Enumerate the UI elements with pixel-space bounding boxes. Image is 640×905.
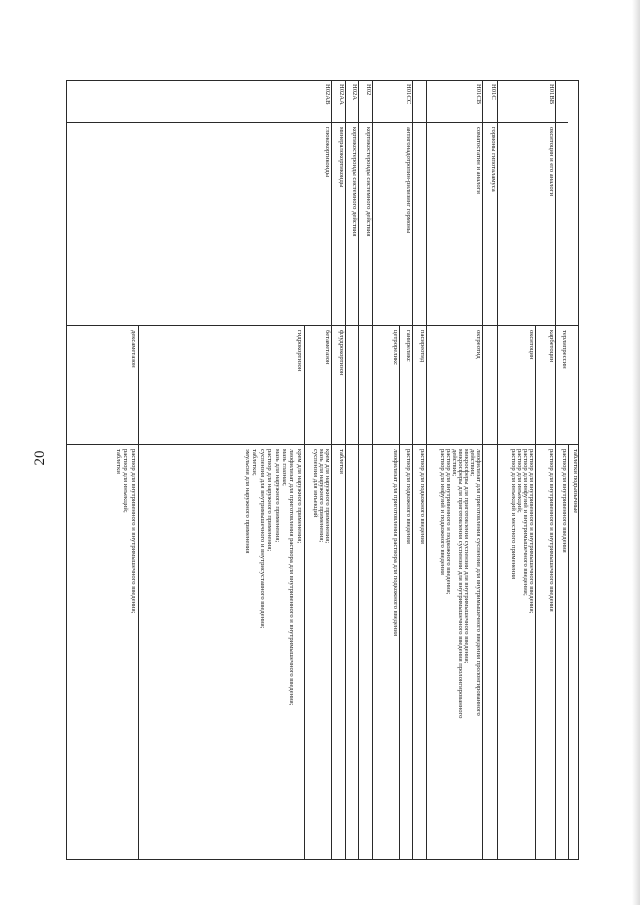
- dosage-forms-cell: крем для наружного применения; мазь для наружного применения; суспензия для инъекций: [304, 444, 331, 860]
- group-cell: окситоцин и его аналоги: [535, 122, 555, 325]
- dosage-forms-cell: крем для наружного применения; лиофилизат для приготовления раствора для внутривенного и внутримышечного введения; мазь глазная; мазь для наружного применения; раствор для наружного применения; суспензия для внутримышечного и внутрисуставного введения; таблетки; эмульсия для наружного применения: [138, 444, 304, 860]
- inn-cell: флудрокортизон: [331, 325, 345, 444]
- dosage-forms-cell: раствор для внутривенного и внутримышечного введения; раствор для инъекций; таблетки: [66, 444, 138, 860]
- inn-cell: бетаметазон: [304, 325, 331, 444]
- dosage-forms-cell: раствор для внутривенного введения: [555, 444, 569, 860]
- atc-code-cell: H02AA: [331, 80, 345, 122]
- inn-cell: карбетоцин: [535, 325, 555, 444]
- group-cell: гормоны гипоталамуса: [482, 122, 497, 325]
- atc-code-cell: H01CB: [426, 80, 482, 122]
- inn-cell: пасиреотид: [412, 325, 426, 444]
- scan-edge: [632, 0, 640, 905]
- page-number: 20: [32, 450, 48, 466]
- group-cell: глюкокортикоиды: [304, 122, 331, 325]
- table-continuation: [66, 80, 579, 860]
- inn-cell: дексаметазон: [66, 325, 138, 444]
- table-continuation-rotated: [66, 80, 579, 860]
- atc-code-cell: H02A: [345, 80, 359, 122]
- inn-cell: окситоцин: [497, 325, 535, 444]
- dosage-forms-cell: раствор для внутривенного и внутримышечного введения; раствор для инфузий и внутримышечного введения; раствор для инъекций; раствор для инъекций и местного применения: [497, 444, 535, 860]
- inn-cell: ганиреликс: [399, 325, 413, 444]
- atc-code-cell: H01C: [482, 80, 497, 122]
- dosage-forms-cell: лиофилизат для приготовления суспензии для внутримышечного введения пролонгированного действия; микросферы для приготовления суспензии для внутримышечного введения; микросферы для приготовления суспензии для внутримышечного введения пролонгированного действия; раствор для внутривенного и подкожного введения; раствор для инфузий и подкожного введения: [426, 444, 482, 860]
- inn-cell: гидрокортизон: [138, 325, 304, 444]
- group-cell: кортикостероиды системного действия: [345, 122, 359, 325]
- atc-code-cell: H02AB: [324, 84, 331, 105]
- dosage-forms-cell: раствор для подкожного введения: [399, 444, 413, 860]
- atc-code-cell: H01BB: [547, 84, 555, 105]
- group-cell: антигонадотропин-рилизинг гормоны: [399, 122, 413, 325]
- dosage-forms-cell: лиофилизат для приготовления раствора для подкожного введения: [372, 444, 399, 860]
- inn-cell: терлипрессин: [555, 325, 569, 444]
- atc-code-cell: H01CC: [405, 84, 413, 105]
- dosage-forms-cell: раствор для внутривенного и внутримышечного введения: [535, 444, 555, 860]
- group-cell: минералокортикоиды: [331, 122, 345, 325]
- inn-cell: октреотид: [426, 325, 482, 444]
- group-cell: соматостатин и аналоги: [426, 122, 482, 325]
- atc-code-cell: H02: [358, 80, 372, 122]
- inn-cell: цетрореликс: [372, 325, 399, 444]
- group-cell: кортикостероиды системного действия: [358, 122, 372, 325]
- dosage-forms-cell: таблетки подъязычные: [568, 444, 579, 860]
- dosage-forms-cell: таблетки: [331, 444, 345, 860]
- dosage-forms-cell: раствор для подкожного введения: [412, 444, 426, 860]
